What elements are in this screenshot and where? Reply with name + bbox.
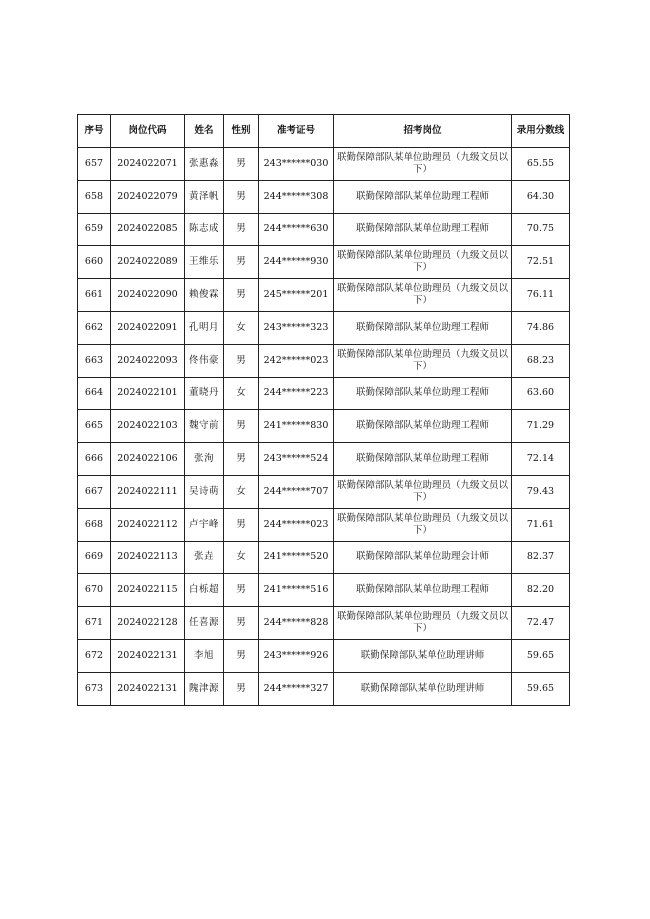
cell-name: 隗津源 <box>185 672 224 705</box>
cell-score: 63.60 <box>512 377 570 410</box>
cell-name: 张洵 <box>185 443 224 476</box>
table-row <box>78 344 570 377</box>
cell-name: 魏守前 <box>185 410 224 443</box>
header-post-code: 岗位代码 <box>111 115 185 148</box>
cell-position: 联勤保障部队某单位助理员（九级文员以下） <box>334 148 512 181</box>
cell-name: 王维乐 <box>185 246 224 279</box>
cell-name: 吴诗萌 <box>185 475 224 508</box>
cell-name: 张惠淼 <box>185 148 224 181</box>
table-row <box>78 607 570 640</box>
cell-position: 联勤保障部队某单位助理会计师 <box>334 541 512 574</box>
cell-exam-id: 241******830 <box>259 410 334 443</box>
cell-seq: 657 <box>78 148 111 181</box>
cell-seq: 659 <box>78 213 111 246</box>
cell-score: 76.11 <box>512 279 570 312</box>
table-row <box>78 311 570 344</box>
cell-post-code: 2024022113 <box>111 541 185 574</box>
cell-exam-id: 241******520 <box>259 541 334 574</box>
cell-exam-id: 243******926 <box>259 639 334 672</box>
header-row <box>78 115 570 148</box>
cell-position: 联勤保障部队某单位助理员（九级文员以下） <box>334 344 512 377</box>
cell-seq: 667 <box>78 475 111 508</box>
cell-gender: 女 <box>224 475 259 508</box>
cell-position: 联勤保障部队某单位助理员（九级文员以下） <box>334 508 512 541</box>
cell-position: 联勤保障部队某单位助理工程师 <box>334 180 512 213</box>
cell-exam-id: 244******630 <box>259 213 334 246</box>
cell-exam-id: 244******023 <box>259 508 334 541</box>
table-header <box>78 115 570 148</box>
cell-position: 联勤保障部队某单位助理工程师 <box>334 377 512 410</box>
cell-score: 70.75 <box>512 213 570 246</box>
cell-post-code: 2024022111 <box>111 475 185 508</box>
cell-exam-id: 244******223 <box>259 377 334 410</box>
table-row <box>78 541 570 574</box>
cell-position: 联勤保障部队某单位助理员（九级文员以下） <box>334 607 512 640</box>
cell-gender: 男 <box>224 607 259 640</box>
cell-name: 陈志成 <box>185 213 224 246</box>
cell-gender: 男 <box>224 574 259 607</box>
header-gender: 性别 <box>224 115 259 148</box>
cell-seq: 661 <box>78 279 111 312</box>
cell-seq: 660 <box>78 246 111 279</box>
table-row <box>78 475 570 508</box>
cell-exam-id: 243******524 <box>259 443 334 476</box>
cell-name: 黄泽帆 <box>185 180 224 213</box>
table-row <box>78 213 570 246</box>
cell-position: 联勤保障部队某单位助理员（九级文员以下） <box>334 279 512 312</box>
cell-name: 佟伟豪 <box>185 344 224 377</box>
cell-exam-id: 242******023 <box>259 344 334 377</box>
cell-position: 联勤保障部队某单位助理员（九级文员以下） <box>334 475 512 508</box>
cell-score: 65.55 <box>512 148 570 181</box>
cell-score: 68.23 <box>512 344 570 377</box>
cell-seq: 670 <box>78 574 111 607</box>
cell-position: 联勤保障部队某单位助理工程师 <box>334 311 512 344</box>
table-row <box>78 410 570 443</box>
table-row <box>78 574 570 607</box>
cell-post-code: 2024022093 <box>111 344 185 377</box>
cell-score: 64.30 <box>512 180 570 213</box>
cell-seq: 668 <box>78 508 111 541</box>
cell-score: 82.37 <box>512 541 570 574</box>
cell-score: 74.86 <box>512 311 570 344</box>
cell-post-code: 2024022128 <box>111 607 185 640</box>
cell-post-code: 2024022131 <box>111 672 185 705</box>
cell-post-code: 2024022131 <box>111 639 185 672</box>
cell-gender: 男 <box>224 639 259 672</box>
cell-post-code: 2024022115 <box>111 574 185 607</box>
cell-position: 联勤保障部队某单位助理员（九级文员以下） <box>334 246 512 279</box>
header-score: 录用分数线 <box>512 115 570 148</box>
cell-name: 孔明月 <box>185 311 224 344</box>
cell-seq: 665 <box>78 410 111 443</box>
table-row <box>78 148 570 181</box>
cell-exam-id: 244******308 <box>259 180 334 213</box>
cell-score: 72.47 <box>512 607 570 640</box>
cell-name: 董晓丹 <box>185 377 224 410</box>
cell-gender: 男 <box>224 213 259 246</box>
table-row <box>78 180 570 213</box>
cell-seq: 658 <box>78 180 111 213</box>
cell-gender: 男 <box>224 279 259 312</box>
table-row <box>78 279 570 312</box>
cell-seq: 669 <box>78 541 111 574</box>
table-row <box>78 443 570 476</box>
cell-seq: 663 <box>78 344 111 377</box>
cell-score: 79.43 <box>512 475 570 508</box>
cell-name: 卢宇峰 <box>185 508 224 541</box>
cell-exam-id: 243******030 <box>259 148 334 181</box>
cell-gender: 男 <box>224 344 259 377</box>
table-row <box>78 508 570 541</box>
cell-seq: 672 <box>78 639 111 672</box>
cell-gender: 男 <box>224 508 259 541</box>
cell-post-code: 2024022085 <box>111 213 185 246</box>
table-body <box>78 148 570 706</box>
cell-post-code: 2024022103 <box>111 410 185 443</box>
cell-post-code: 2024022089 <box>111 246 185 279</box>
cell-score: 71.61 <box>512 508 570 541</box>
cell-name: 赖俊霖 <box>185 279 224 312</box>
cell-score: 71.29 <box>512 410 570 443</box>
cell-gender: 男 <box>224 443 259 476</box>
cell-gender: 男 <box>224 672 259 705</box>
cell-post-code: 2024022091 <box>111 311 185 344</box>
table-row <box>78 377 570 410</box>
cell-score: 82.20 <box>512 574 570 607</box>
cell-position: 联勤保障部队某单位助理工程师 <box>334 410 512 443</box>
results-table <box>77 114 570 706</box>
cell-score: 59.65 <box>512 639 570 672</box>
cell-name: 任喜源 <box>185 607 224 640</box>
cell-exam-id: 244******327 <box>259 672 334 705</box>
cell-gender: 女 <box>224 541 259 574</box>
header-name: 姓名 <box>185 115 224 148</box>
table-row <box>78 246 570 279</box>
cell-gender: 女 <box>224 311 259 344</box>
cell-seq: 671 <box>78 607 111 640</box>
cell-exam-id: 244******930 <box>259 246 334 279</box>
cell-position: 联勤保障部队某单位助理工程师 <box>334 213 512 246</box>
cell-position: 联勤保障部队某单位助理讲师 <box>334 672 512 705</box>
header-exam-id: 准考证号 <box>259 115 334 148</box>
cell-position: 联勤保障部队某单位助理工程师 <box>334 443 512 476</box>
cell-exam-id: 245******201 <box>259 279 334 312</box>
cell-exam-id: 244******707 <box>259 475 334 508</box>
cell-gender: 男 <box>224 180 259 213</box>
cell-post-code: 2024022079 <box>111 180 185 213</box>
cell-name: 李旭 <box>185 639 224 672</box>
cell-position: 联勤保障部队某单位助理工程师 <box>334 574 512 607</box>
cell-name: 白栎超 <box>185 574 224 607</box>
cell-seq: 673 <box>78 672 111 705</box>
cell-post-code: 2024022071 <box>111 148 185 181</box>
table-row <box>78 672 570 705</box>
cell-gender: 男 <box>224 246 259 279</box>
cell-seq: 666 <box>78 443 111 476</box>
cell-exam-id: 244******828 <box>259 607 334 640</box>
header-seq: 序号 <box>78 115 111 148</box>
cell-post-code: 2024022106 <box>111 443 185 476</box>
cell-score: 72.14 <box>512 443 570 476</box>
table-row <box>78 639 570 672</box>
cell-exam-id: 243******323 <box>259 311 334 344</box>
cell-gender: 男 <box>224 410 259 443</box>
cell-post-code: 2024022090 <box>111 279 185 312</box>
cell-name: 张垚 <box>185 541 224 574</box>
cell-gender: 男 <box>224 148 259 181</box>
cell-seq: 662 <box>78 311 111 344</box>
cell-seq: 664 <box>78 377 111 410</box>
cell-post-code: 2024022101 <box>111 377 185 410</box>
header-position: 招考岗位 <box>334 115 512 148</box>
cell-score: 59.65 <box>512 672 570 705</box>
cell-post-code: 2024022112 <box>111 508 185 541</box>
cell-exam-id: 241******516 <box>259 574 334 607</box>
cell-gender: 女 <box>224 377 259 410</box>
cell-score: 72.51 <box>512 246 570 279</box>
cell-position: 联勤保障部队某单位助理讲师 <box>334 639 512 672</box>
